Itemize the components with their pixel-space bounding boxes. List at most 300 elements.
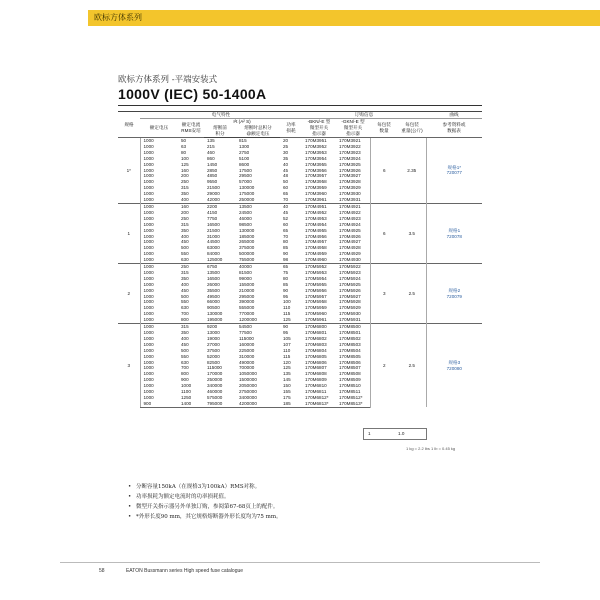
cell: 4200000 xyxy=(236,401,280,407)
cell: 95 xyxy=(283,330,289,335)
cell-weight: 2.5 xyxy=(398,264,426,324)
cell: 185000 xyxy=(239,233,255,239)
cell: 13500 xyxy=(236,203,280,209)
cell: 170M4959 xyxy=(305,251,327,257)
cell: 1000 xyxy=(140,383,178,389)
cell: 170M6807 xyxy=(305,365,327,371)
cell: 48 xyxy=(283,173,289,179)
cell: 350 xyxy=(181,330,189,335)
cell: 1000 xyxy=(140,288,178,294)
cell: 1000 xyxy=(140,299,178,305)
cell: 155 xyxy=(283,389,291,395)
cell: 170M8506 xyxy=(339,359,361,365)
cell: 170M3952 xyxy=(305,143,327,149)
cell: 215 xyxy=(207,143,215,149)
cell: 175 xyxy=(283,394,291,400)
cell: 500 xyxy=(181,347,189,353)
col-i2t: I²t (A² S) xyxy=(233,119,251,124)
cell: 31000 xyxy=(207,233,220,239)
cell: 200 xyxy=(181,209,189,215)
cell: 1000 xyxy=(140,336,178,342)
cell: 170M4928 xyxy=(339,245,361,251)
cell: 110 xyxy=(283,347,291,353)
cell: 24500 xyxy=(239,209,252,215)
cell: 170M5955 xyxy=(305,281,327,287)
cell-pack: 3 xyxy=(370,264,398,324)
cell: 170M3924 xyxy=(339,155,361,161)
cell: 350 xyxy=(181,191,189,197)
cell: 1000 xyxy=(140,365,178,371)
cell: 170M3931 xyxy=(339,197,361,203)
cell: 37500 xyxy=(207,347,220,353)
cell: 170M5929 xyxy=(339,305,361,311)
cell: 170M3927 xyxy=(339,173,361,179)
cell: 90 xyxy=(280,324,302,330)
cell: 80 xyxy=(283,239,289,245)
cell: 350 xyxy=(181,275,189,281)
cell: 400 xyxy=(181,281,189,287)
cell: 40 xyxy=(280,203,302,209)
cell: 26000 xyxy=(207,281,220,287)
cell: 1000 xyxy=(140,389,178,395)
cell: 170M3956 xyxy=(305,167,327,173)
cell: 35500 xyxy=(207,287,220,293)
cell: 1000 xyxy=(140,276,178,282)
cell: 9200 xyxy=(204,324,236,330)
footnote-item xyxy=(128,492,282,502)
cell: 85 xyxy=(283,245,289,251)
cell: 98500 xyxy=(239,221,252,227)
cell: 500000 xyxy=(239,251,255,257)
cell: 210000 xyxy=(239,287,255,293)
cell: 170M6804 xyxy=(305,347,327,353)
cell: 85 xyxy=(283,281,289,287)
cell: 170M6809 xyxy=(305,377,327,383)
col-voltage: 额定电压 xyxy=(149,125,169,130)
cell: 1000 xyxy=(140,354,178,360)
cell: 1000 xyxy=(140,324,178,330)
col-size: 规格 xyxy=(118,112,140,138)
cell: 1450 xyxy=(207,161,218,167)
cell: 8600 xyxy=(239,161,250,167)
cell: 1000 xyxy=(140,210,178,216)
cell: 13000 xyxy=(207,330,220,335)
cell: 170M5925 xyxy=(339,281,361,287)
cell: 170M4953 xyxy=(305,215,327,221)
cell: 130000 xyxy=(239,185,255,191)
page-number: 58 xyxy=(99,568,105,574)
cell: 60 xyxy=(283,221,289,227)
cell: 450 xyxy=(181,341,189,347)
cell: 350 xyxy=(181,227,189,233)
cell: 84000 xyxy=(207,251,220,257)
cell: 135 xyxy=(283,371,291,377)
cell-size: 1 xyxy=(118,203,140,263)
cell: 250 xyxy=(181,215,189,221)
cell: 1000 xyxy=(140,305,178,311)
cell: 60 xyxy=(283,185,289,191)
cell: 1000 xyxy=(140,245,178,251)
cell: 170M8513* xyxy=(336,401,370,407)
cell: 170000 xyxy=(207,371,223,377)
cell: 115 xyxy=(283,311,291,317)
cell: 900 xyxy=(140,401,178,407)
cell-pack: 2 xyxy=(370,324,398,408)
cell: 90500 xyxy=(207,305,220,311)
cell: 7750 xyxy=(207,215,218,221)
cell: 170M3957 xyxy=(305,173,327,179)
cell: 107 xyxy=(283,341,291,347)
cell: 170M6813* xyxy=(302,401,336,407)
cell: 170M8512* xyxy=(339,394,363,400)
group-curves: 曲线 xyxy=(426,112,482,119)
cell: 90 xyxy=(283,287,289,293)
cell: 170M4951 xyxy=(302,203,336,209)
cell: 390000 xyxy=(239,299,255,305)
cell: 170M4930 xyxy=(339,257,361,263)
cell: 575000 xyxy=(207,394,223,400)
cell: 315 xyxy=(181,221,189,227)
cell: 70 xyxy=(283,233,289,239)
cell: 170M8511 xyxy=(339,389,361,395)
cell: 160 xyxy=(181,167,189,173)
page-subtitle: 欧标方体系列 -平端安装式 xyxy=(118,75,218,85)
cell: 130000 xyxy=(239,227,255,233)
cell-weight: 2.5 xyxy=(398,324,426,408)
col-clear: 熔断时总积分 @额定电压 xyxy=(236,125,280,138)
bullet-icon: • xyxy=(128,484,132,490)
cell: 125 xyxy=(283,365,291,371)
cell: 900 xyxy=(181,377,189,383)
cell: 200 xyxy=(181,173,189,179)
title-divider xyxy=(118,105,482,106)
cell: 170M4958 xyxy=(305,245,327,251)
cell: 63 xyxy=(181,143,187,149)
cell-size: 2 xyxy=(118,264,140,324)
cell: 550 xyxy=(181,353,189,359)
cell: 195000 xyxy=(207,317,223,323)
cell: 170M6802 xyxy=(305,335,327,341)
cell: 170M5959 xyxy=(305,305,327,311)
cell: 170M6810 xyxy=(305,383,327,389)
cell: 63000 xyxy=(207,245,220,251)
footnote-item xyxy=(128,502,282,512)
cell: 3400000 xyxy=(239,394,257,400)
cell: 150 xyxy=(283,383,291,389)
cell: 170M6806 xyxy=(305,359,327,365)
cell: 555000 xyxy=(239,305,255,311)
cell: 2850 xyxy=(207,167,218,173)
cell: 65 xyxy=(280,264,302,270)
cell: 315 xyxy=(181,185,189,191)
cell-weight: 2.35 xyxy=(398,138,426,204)
cell: 1000 xyxy=(140,377,178,383)
cell: 225000 xyxy=(239,347,255,353)
bullet-icon: • xyxy=(128,504,132,510)
col-curve-ref: 参考资料或 数据表 xyxy=(442,122,466,133)
cell: 700 xyxy=(181,311,189,317)
cell: 265000 xyxy=(239,239,255,245)
cell: 6750 xyxy=(204,264,236,270)
fuse-spec-table xyxy=(118,111,482,408)
cell: 700 xyxy=(181,365,189,371)
cell: 120 xyxy=(283,359,291,365)
cell: 1000 xyxy=(140,138,178,144)
cell: 170M5958 xyxy=(305,299,327,305)
cell: 170M8502 xyxy=(339,335,361,341)
cell: 54500 xyxy=(236,324,280,330)
cell: 170M6805 xyxy=(305,353,327,359)
cell: 170M4957 xyxy=(305,239,327,245)
cell: 170M4922 xyxy=(339,209,361,215)
cell: 170M8500 xyxy=(336,324,370,330)
cell: 50 xyxy=(178,138,204,144)
cell: 460 xyxy=(207,149,215,155)
cell: 1250 xyxy=(181,394,192,400)
cell: 800 xyxy=(181,317,189,323)
cell: 450 xyxy=(181,287,189,293)
cell: 1000 xyxy=(140,228,178,234)
cell: 170M6812* xyxy=(305,394,329,400)
cell: 630 xyxy=(181,257,189,263)
cell: 52000 xyxy=(207,353,220,359)
cell: 1000 xyxy=(140,144,178,150)
cell: 110 xyxy=(283,305,291,311)
cell: 170M4921 xyxy=(336,203,370,209)
cell: 13500 xyxy=(207,269,220,275)
cell: 1000 xyxy=(140,270,178,276)
cell: 170M4956 xyxy=(305,233,327,239)
extra-pack-box xyxy=(363,428,427,440)
cell: 52 xyxy=(283,215,289,221)
col-part-bkn: -BKN/-E 型 微型开关 指示器 xyxy=(307,119,331,136)
cell: 2200 xyxy=(204,203,236,209)
cell: 42000 xyxy=(207,197,220,203)
extra-pack-weight: 1.0 xyxy=(398,431,405,436)
cell: 170M4923 xyxy=(339,215,361,221)
cell: 27000 xyxy=(207,341,220,347)
cell: 100 xyxy=(283,299,291,305)
group-ordering: 订购信息 xyxy=(302,112,426,119)
cell: 170M3960 xyxy=(305,191,327,197)
cell: 70 xyxy=(283,197,289,203)
cell: 115 xyxy=(283,353,291,359)
cell: 500 xyxy=(181,245,189,251)
cell: 550 xyxy=(181,299,189,305)
cell: 170M3954 xyxy=(305,155,327,161)
cell: 99000 xyxy=(239,275,252,281)
cell: 19000 xyxy=(207,335,220,341)
cell: 400 xyxy=(181,233,189,239)
cell: 170M3951 xyxy=(302,138,336,144)
cell: 770000 xyxy=(239,311,255,317)
cell: 170M5923 xyxy=(339,269,361,275)
cell: 500 xyxy=(181,293,189,299)
cell: 5100 xyxy=(239,155,250,161)
cell: 795000 xyxy=(204,401,236,407)
cell: 310000 xyxy=(239,353,255,359)
cell: 1000 xyxy=(140,191,178,197)
cell: 45 xyxy=(283,209,289,215)
unit-conversion-note: 1 kg = 2.2 lbs 1 lb = 0.45 kg xyxy=(406,446,456,451)
col-power: 功率 损耗 xyxy=(286,122,296,133)
cell-size: 3 xyxy=(118,324,140,408)
cell: 170M8503 xyxy=(339,341,361,347)
cell: 630 xyxy=(181,305,189,311)
cell: 315 xyxy=(181,269,189,275)
cell-curve-ref: 规格1 720078 xyxy=(426,203,482,263)
cell: 1000 xyxy=(140,222,178,228)
cell: 800 xyxy=(181,371,189,377)
cell: 170M8508 xyxy=(339,371,361,377)
cell: 170M8505 xyxy=(339,353,361,359)
cell: 65 xyxy=(283,191,289,197)
cell: 170M3955 xyxy=(305,161,327,167)
cell: 340000 xyxy=(207,383,223,389)
cell: 29500 xyxy=(239,173,252,179)
top-banner xyxy=(0,0,600,42)
cell: 17500 xyxy=(239,167,252,173)
footnotes xyxy=(128,482,282,522)
cell: 175000 xyxy=(239,191,255,197)
cell: 170M3961 xyxy=(305,197,327,203)
cell: 170M4955 xyxy=(305,227,327,233)
cell: 170M6803 xyxy=(305,341,327,347)
cell: 170M5960 xyxy=(305,311,327,317)
cell: 115000 xyxy=(239,335,254,341)
cell: 25 xyxy=(283,143,289,149)
cell: 1300 xyxy=(239,143,250,149)
cell: 170M3959 xyxy=(305,185,327,191)
cell: 145 xyxy=(283,377,291,383)
cell: 170M3922 xyxy=(339,143,361,149)
cell: 1000 xyxy=(140,342,178,348)
cell: 9550 xyxy=(207,179,218,185)
cell: 1000 xyxy=(140,216,178,222)
footnote-item xyxy=(128,512,282,522)
cell: 1200000 xyxy=(239,317,257,323)
cell: 170M8501 xyxy=(339,330,361,335)
cell: 170M5956 xyxy=(305,287,327,293)
cell: 170M5952 xyxy=(302,264,336,270)
cell-size: 1* xyxy=(118,138,140,204)
cell: 630 xyxy=(181,359,189,365)
cell: 44500 xyxy=(207,239,220,245)
cell: 170M3925 xyxy=(339,161,361,167)
cell: 450 xyxy=(181,239,189,245)
cell: 49500 xyxy=(207,293,220,299)
cell: 1000 xyxy=(140,317,178,323)
cell: 170M4929 xyxy=(339,251,361,257)
cell: 1000 xyxy=(140,168,178,174)
cell: 250000 xyxy=(207,377,223,383)
cell: 170M5926 xyxy=(339,287,361,293)
spec-table-body xyxy=(118,138,482,408)
cell-weight: 3.5 xyxy=(398,203,426,263)
cell: 1000 xyxy=(140,179,178,185)
footer-divider xyxy=(60,562,540,563)
cell: 170M5924 xyxy=(339,275,361,281)
cell: 160 xyxy=(178,203,204,209)
cell-curve-ref: 规格3 720080 xyxy=(426,324,482,408)
group-electrical: 电气特性 xyxy=(140,112,302,119)
cell: 115000 xyxy=(207,365,222,371)
cell: 80 xyxy=(181,149,187,155)
cell: 1000 xyxy=(140,348,178,354)
cell: 125000 xyxy=(207,257,223,263)
cell: 170M4925 xyxy=(339,227,361,233)
section-band xyxy=(88,10,600,26)
cell: 170M5928 xyxy=(339,299,361,305)
cell: 170M6808 xyxy=(305,371,327,377)
cell: 170M4927 xyxy=(339,239,361,245)
cell: 40 xyxy=(283,161,289,167)
cell: 460000 xyxy=(207,389,223,395)
cell: 46000 xyxy=(239,215,252,221)
cell: 40000 xyxy=(236,264,280,270)
cell: 90 xyxy=(283,251,289,257)
cell: 170M5931 xyxy=(339,317,361,323)
cell: 400 xyxy=(181,197,189,203)
cell: 45 xyxy=(283,167,289,173)
cell: 170M5930 xyxy=(339,311,361,317)
cell: 295000 xyxy=(239,293,255,299)
col-part-gkn: -GKN/-E 型 微型开关 指示器 xyxy=(341,119,365,136)
cell: 170M3930 xyxy=(339,191,361,197)
cell: 35 xyxy=(283,155,289,161)
cell-curve-ref: 规格2 720079 xyxy=(426,264,482,324)
cell: 1000 xyxy=(140,234,178,240)
cell: 1000 xyxy=(140,264,178,270)
cell: 80 xyxy=(283,275,289,281)
cell: 1100 xyxy=(181,389,191,395)
col-weight: 每包装 重量(公斤) xyxy=(401,122,423,133)
cell: 1000 xyxy=(140,360,178,366)
cell: 1000 xyxy=(140,294,178,300)
footnote-text: 微型开关指示器另外单独订购，参阅第67-68页上的配件。 xyxy=(136,504,279,510)
footer-text: EATON Bussmann series High speed fuse catalogue xyxy=(125,568,244,574)
cell: 170M8510 xyxy=(339,383,361,389)
cell: 170M5957 xyxy=(305,293,327,299)
cell: 1000 xyxy=(140,203,178,209)
col-current: 额定电流 RMS安培 xyxy=(181,122,201,133)
footnote-item xyxy=(128,482,282,492)
cell: 1000 xyxy=(140,156,178,162)
cell: 1000 xyxy=(140,197,178,203)
cell: 170M5961 xyxy=(305,317,327,323)
cell: 16500 xyxy=(207,275,220,281)
cell: 125 xyxy=(181,161,189,167)
cell: 1000 xyxy=(140,371,178,377)
cell: 170M5927 xyxy=(339,293,361,299)
cell: 21500 xyxy=(207,185,220,191)
cell: 170M8509 xyxy=(339,377,361,383)
page-footer xyxy=(99,568,243,574)
cell: 82500 xyxy=(207,359,220,365)
cell: 100 xyxy=(181,155,189,161)
cell-curve-ref: 规格1* 720077 xyxy=(426,138,482,204)
cell: 21500 xyxy=(207,227,220,233)
cell: 1000 xyxy=(140,239,178,245)
cell: 170M4960 xyxy=(305,257,327,263)
cell: 170M4952 xyxy=(305,209,327,215)
cell: 4850 xyxy=(207,173,218,179)
cell: 170M4954 xyxy=(305,221,327,227)
cell: 170M6801 xyxy=(305,330,327,335)
cell-pack: 6 xyxy=(370,203,398,263)
cell: 1000 xyxy=(140,185,178,191)
cell: 170M3923 xyxy=(339,149,361,155)
